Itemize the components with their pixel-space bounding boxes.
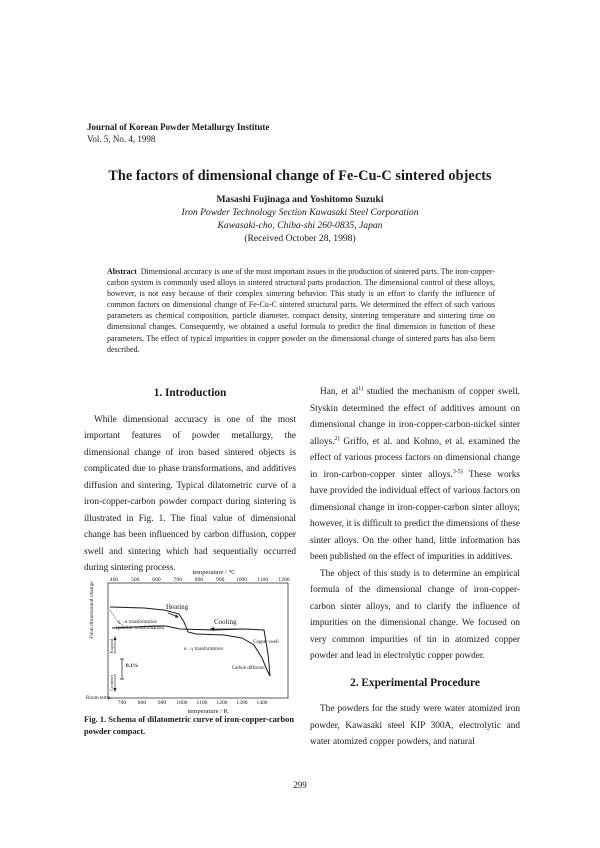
top-tick-label: 800 bbox=[194, 577, 204, 583]
heating-arrow-head bbox=[175, 615, 179, 618]
label-contract: Contract bbox=[109, 675, 114, 691]
intro-paragraph-1: While dimensional accuracy is one of the most important features of powder metallurgy, the dimensional change of iron based sintered objects is complicated due to phase transformations, and additives diffusion and sintering. Typical dilatometric curve of a iron-copper-carbon powder compact during sintering is illustrated in Fig. 1. The final value of dimensional change has been influenced by carbon diffusion, copper swell and sintering which had sequentially occurred during sintering process. bbox=[84, 414, 296, 573]
label-cooling: Cooling bbox=[214, 618, 237, 626]
figure-1-caption: Fig. 1. Schema of dilatometric curve of iron-copper-carbon powder compact. bbox=[84, 715, 295, 736]
dilatometric-curve bbox=[84, 566, 296, 716]
ref-1: 1) bbox=[358, 385, 364, 392]
p2-text-d: These works have provided the individual effect of various factors on dimensional change in iron-copper-carbon sinter alloys; however, it is difficult to predict the dimensions of these sinter alloys. On the other hand, little information has been published on the effect of impurities in additives. bbox=[310, 469, 520, 562]
ref-2: 2) bbox=[334, 435, 340, 442]
top-axis-title: temperature / °C bbox=[192, 569, 236, 576]
p2-text-c: Griffo, et al. and Kohno, et al. examined the effect of various process factors on dimensional change in iron-carbon-copper sinter alloys. bbox=[310, 436, 520, 480]
label-expand: Expand bbox=[109, 638, 114, 654]
top-tick-labels bbox=[110, 577, 290, 583]
abstract bbox=[107, 266, 495, 355]
section-2-heading: 2. Experimental Procedure bbox=[350, 676, 480, 689]
label-carbon-diffusion: Carbon diffusion bbox=[232, 666, 265, 671]
bottom-tick-labels bbox=[118, 700, 268, 706]
bottom-axis-title: temperature / K bbox=[187, 708, 229, 715]
p2-text-b: studied the mechanism of copper swell. Styskin determined the effect of additives amount on dimensional change in iron-copper-carbon-nickel sinter alloys. bbox=[310, 387, 520, 447]
experimental-paragraph-1: The powders for the study were water atomized iron powder, Kawasaki steel KIP 300A, electrolytic and water atomized copper powders, and natural bbox=[310, 704, 520, 747]
page-number: 299 bbox=[293, 780, 307, 790]
label-scale: 0.1% bbox=[126, 663, 139, 669]
bottom-tick-label: 1000 bbox=[176, 700, 188, 706]
label-copper-swell: Copper swell bbox=[253, 640, 279, 645]
top-tick-label: 900 bbox=[216, 577, 225, 583]
paper-title: The factors of dimensional change of Fe-Cu-C sintered objects bbox=[108, 168, 492, 184]
label-heating: Heating bbox=[166, 603, 189, 611]
p2-text-a: Han, et al bbox=[320, 387, 359, 397]
label-pearlitic: (pearlitic transformation) bbox=[116, 626, 165, 631]
bottom-tick-label: 1200 bbox=[216, 700, 228, 706]
journal-volume: Vol. 5, No. 4, 1998 bbox=[87, 134, 156, 144]
top-tick-label: 400 bbox=[109, 577, 119, 583]
affiliation-line-2: Kawasaki-cho, Chiba-shi 260-0835, Japan bbox=[217, 220, 383, 231]
label-alpha-gamma: α→γ transformation bbox=[184, 647, 223, 652]
affiliation-line-1: Iron Powder Technology Section Kawasaki Steel Corporation bbox=[181, 207, 419, 218]
intro-paragraph-2 bbox=[310, 384, 520, 566]
top-tick-label: 1200 bbox=[278, 577, 290, 583]
figure-1 bbox=[84, 566, 296, 716]
abstract-label: Abstract bbox=[107, 267, 137, 276]
bottom-tick-label: 1100 bbox=[196, 700, 208, 706]
bottom-tick-label: 800 bbox=[137, 700, 147, 706]
y-axis-label: Final dimensional change bbox=[89, 581, 95, 639]
section-1-heading: 1. Introduction bbox=[153, 387, 227, 399]
received-date: (Received October 28, 1998) bbox=[244, 233, 356, 244]
bottom-tick-label: 900 bbox=[157, 700, 167, 706]
room-temp-label: Room temp. bbox=[86, 695, 112, 701]
intro-paragraph-3: The object of this study is to determine an empirical formula of the dimensional change of iron-copper-carbon sinter alloys, and to clarify the influence of impurities on the dimensional change. We focused on very common impurities of tin in atomized copper powder and lead in electrolytic copper powder. bbox=[310, 568, 520, 661]
abstract-text: Dimensional accuracy is one of the most important issues in the production of sintered parts. The iron-copper-carbon system is commonly used alloys in sintered structural parts production. The dimensional control of these alloys, however, is not easy because of their complex sintering behavior. This study is an effort to clarify the influence of common factors on dimensional change of Fe-Cu-C sintered structural parts. We determined the effect of such various parameters as chemical composition, particle diameter, compact density, sintering temperature and sintering time on dimensional changes. Consequently, we obtained a useful formula to predict the final dimension in function of these parameters. The effect of typical impurities in copper powder on the dimensional change of sintered parts has also been described. bbox=[107, 267, 495, 354]
top-tick-label: 600 bbox=[152, 577, 161, 583]
top-tick-label: 1100 bbox=[257, 577, 269, 583]
bottom-tick-label: 1400 bbox=[256, 700, 268, 706]
journal-name: Journal of Korean Powder Metallurgy Institute bbox=[87, 122, 270, 132]
left-column bbox=[84, 387, 296, 577]
top-tick-label: 700 bbox=[173, 577, 182, 583]
top-tick-label: 1000 bbox=[235, 577, 248, 583]
right-column bbox=[310, 384, 520, 751]
top-tick-label: 500 bbox=[131, 577, 140, 583]
author-block bbox=[0, 193, 600, 245]
bottom-tick-label: 700 bbox=[117, 700, 127, 706]
journal-header bbox=[87, 121, 269, 145]
label-gamma-alpha: γ→α transformation bbox=[118, 620, 157, 625]
authors: Masashi Fujinaga and Yoshitomo Suzuki bbox=[216, 194, 384, 205]
bottom-tick-label: 1300 bbox=[236, 700, 248, 706]
ref-3-5: 3-5) bbox=[452, 468, 463, 475]
